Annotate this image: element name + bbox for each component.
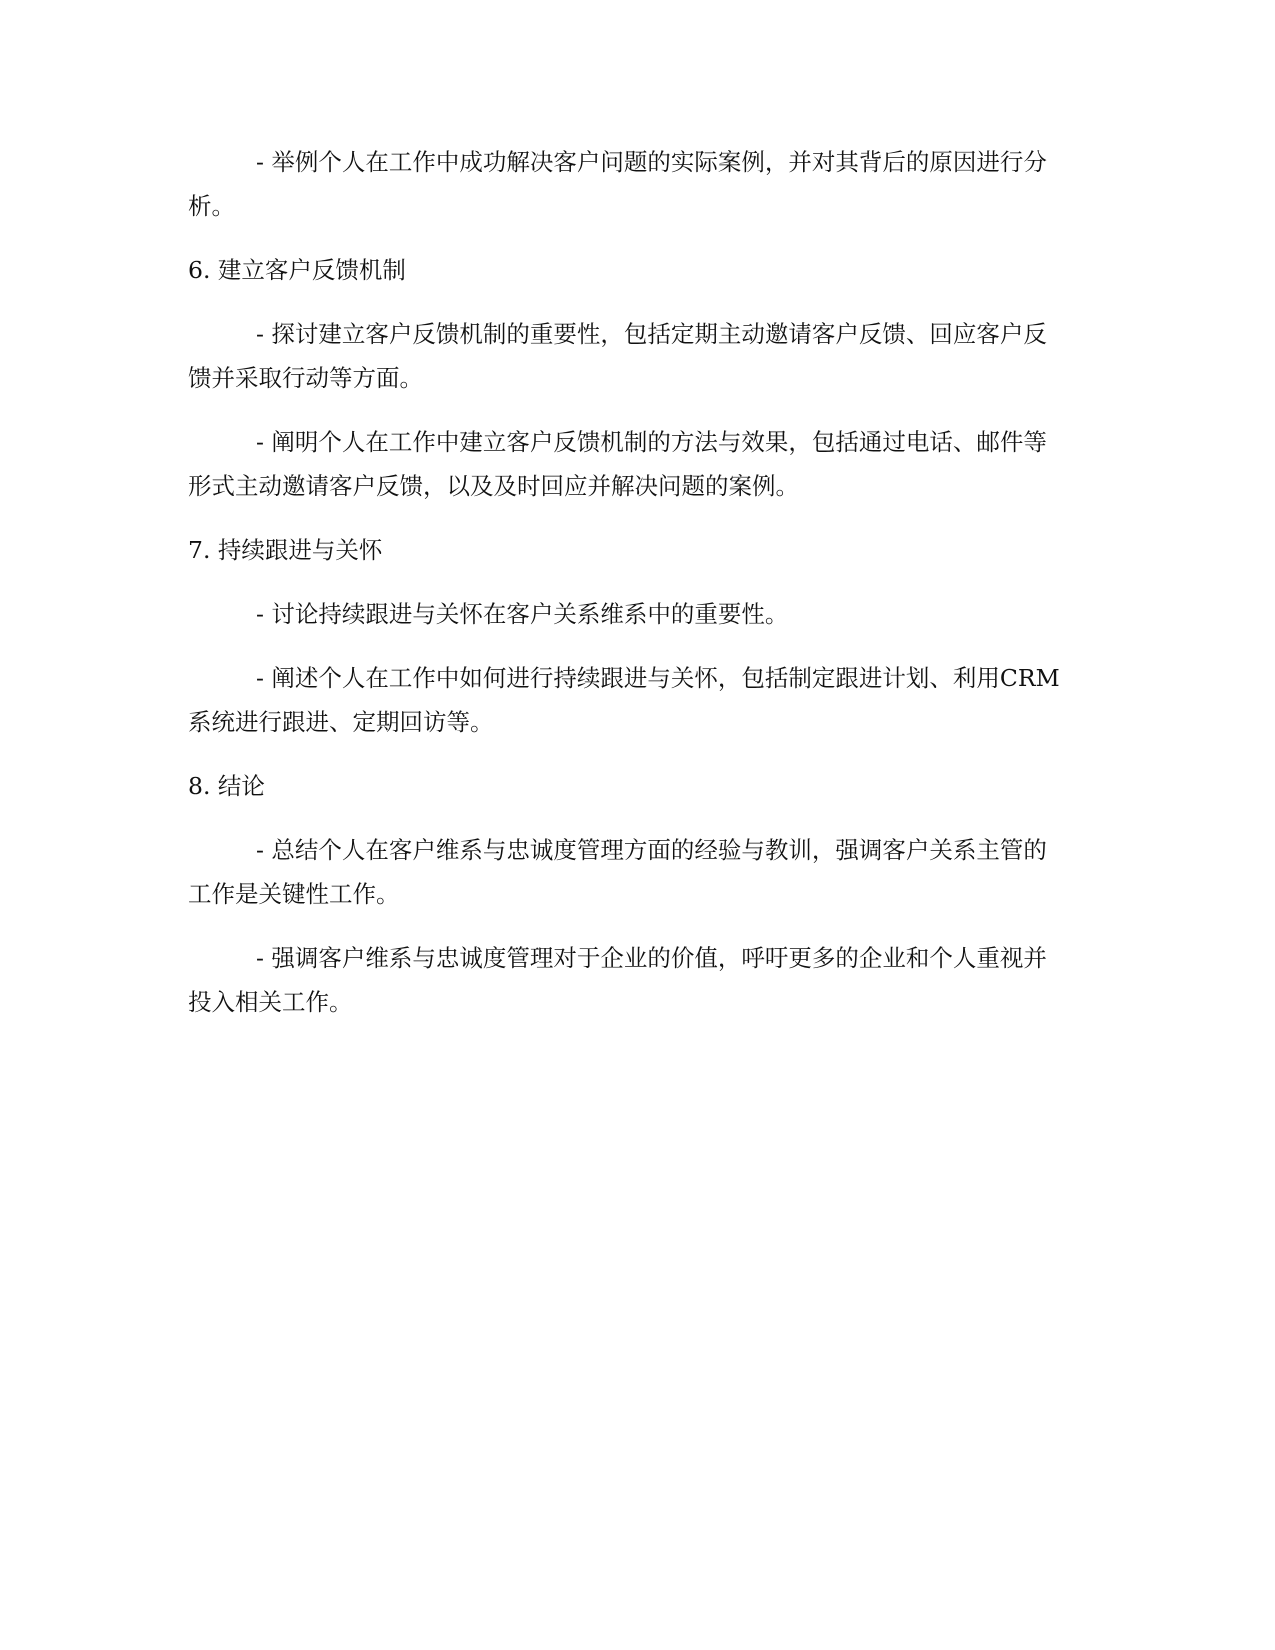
bullet-paragraph-followup-method: - 阐述个人在工作中如何进行持续跟进与关怀，包括制定跟进计划、利用CRM 系统进行跟进、定期回访等。 — [188, 664, 1060, 736]
bullet-paragraph-feedback-method: - 阐明个人在工作中建立客户反馈机制的方法与效果，包括通过电话、邮件等形式主动邀请客户反馈，以及及时回应并解决问题的案例。 — [188, 428, 1047, 500]
bullet-paragraph-case-example: - 举例个人在工作中成功解决客户问题的实际案例，并对其背后的原因进行分析。 — [188, 148, 1047, 220]
bullet-paragraph-conclusion-summary: - 总结个人在客户维系与忠诚度管理方面的经验与教训，强调客户关系主管的工作是关键性工作。 — [188, 836, 1047, 908]
section-heading-6: 6. 建立客户反馈机制 — [188, 256, 406, 284]
section-heading-8: 8. 结论 — [188, 772, 265, 800]
document-body — [188, 140, 1070, 1044]
bullet-paragraph-feedback-importance: - 探讨建立客户反馈机制的重要性，包括定期主动邀请客户反馈、回应客户反馈并采取行动等方面。 — [188, 320, 1047, 392]
bullet-paragraph-followup-importance: - 讨论持续跟进与关怀在客户关系维系中的重要性。 — [256, 600, 789, 628]
bullet-paragraph-conclusion-call: - 强调客户维系与忠诚度管理对于企业的价值，呼吁更多的企业和个人重视并投入相关工作。 — [188, 944, 1047, 1016]
section-heading-7: 7. 持续跟进与关怀 — [188, 536, 383, 564]
